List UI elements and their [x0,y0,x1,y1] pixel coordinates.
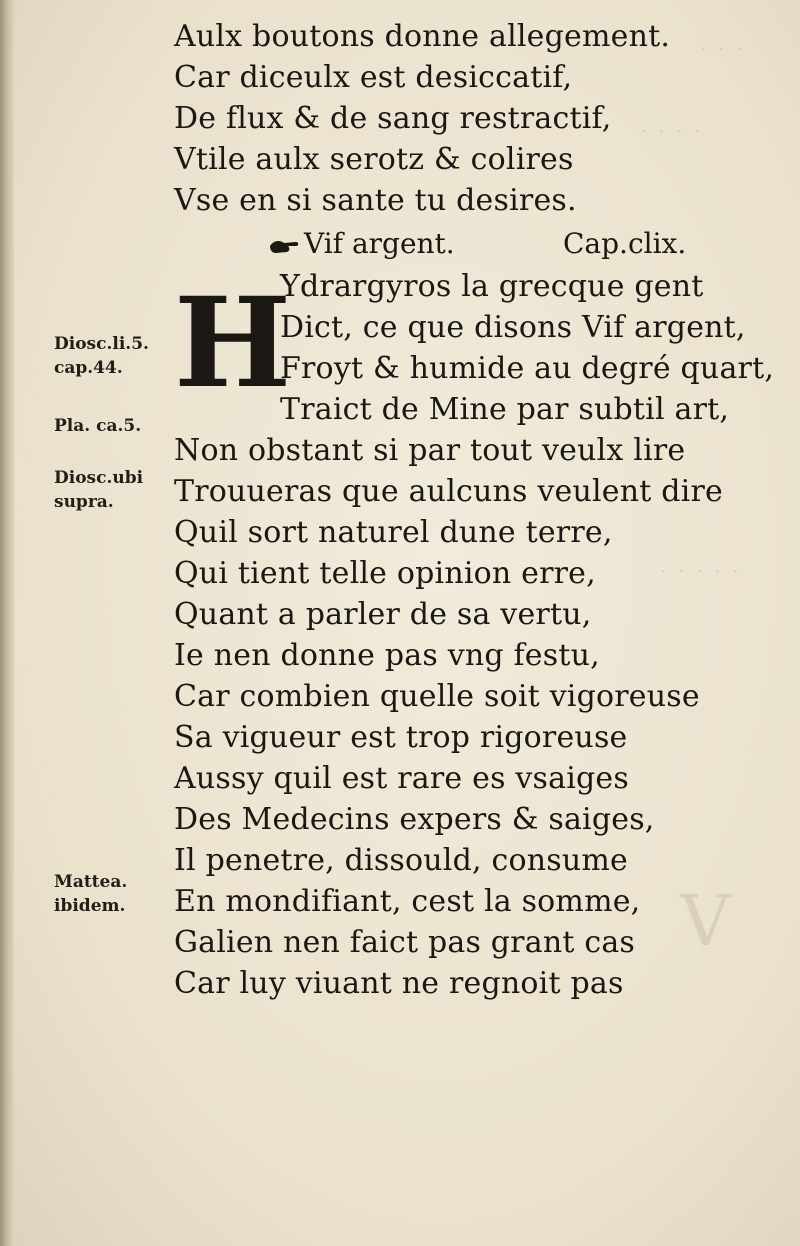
chapter-title: Vif argent. [304,227,455,260]
verse-line: Quant a parler de sa vertu, [174,597,592,632]
verse-line: Dict, ce que disons Vif argent, [280,310,746,345]
margin-note-line: ibidem. [54,896,126,916]
verse-line: Car luy viuant ne regnoit pas [174,966,624,1001]
margin-note [54,332,149,380]
bleed-through-mark: · · · [700,38,745,63]
bleed-through-mark: · · · · [640,120,703,145]
verse-line: Aussy quil est rare es vsaiges [174,761,629,796]
verse-line: Non obstant si par tout veulx lire [174,433,686,468]
margin-note [54,870,127,918]
chapter-heading [268,227,687,260]
verse-line: Traict de Mine par subtil art, [280,392,730,427]
margin-note-line: Diosc.li.5. [54,334,149,354]
bleed-through-mark: V [680,880,733,962]
margin-note-line: supra. [54,492,114,512]
verse-line: Froyt & humide au degré quart, [280,351,775,386]
verse-line: Des Medecins expers & saiges, [174,802,655,837]
drop-cap-letter: H [174,271,290,416]
verse-line: Il penetre, dissould, consume [174,843,628,878]
margin-note: Pla. ca.5. [54,416,142,436]
verse-line: Vtile aulx serotz & colires [174,142,574,177]
verse-line: Car combien quelle soit vigoreuse [174,679,700,714]
bleed-through-mark: · · · · · [660,560,741,585]
verse-line: De flux & de sang restractif, [174,101,612,136]
verse-line: Ydrargyros la grecque gent [280,269,704,304]
margin-note-line: Diosc.ubi [54,468,144,488]
verse-line: Vse en si sante tu desires. [174,183,577,218]
verse-line: Aulx boutons donne allegement. [174,19,671,54]
verse-line: Quil sort naturel dune terre, [174,515,613,550]
margin-note [54,466,143,514]
margin-note-line: Mattea. [54,872,128,892]
verse-line: Ie nen donne pas vng festu, [174,638,600,673]
page-spine-shadow [0,0,14,1246]
verse-line: Sa vigueur est trop rigoreuse [174,720,628,755]
chapter-number: Cap.clix. [563,227,687,260]
verse-line: Qui tient telle opinion erre, [174,556,596,591]
verse-line: Galien nen faict pas grant cas [174,925,636,960]
verse-line: Car diceulx est desiccatif, [174,60,573,95]
margin-note-line: cap.44. [54,358,123,378]
verse-line: Trouueras que aulcuns veulent dire [174,474,723,509]
pointing-hand-icon [268,230,300,252]
verse-line: En mondifiant, cest la somme, [174,884,641,919]
